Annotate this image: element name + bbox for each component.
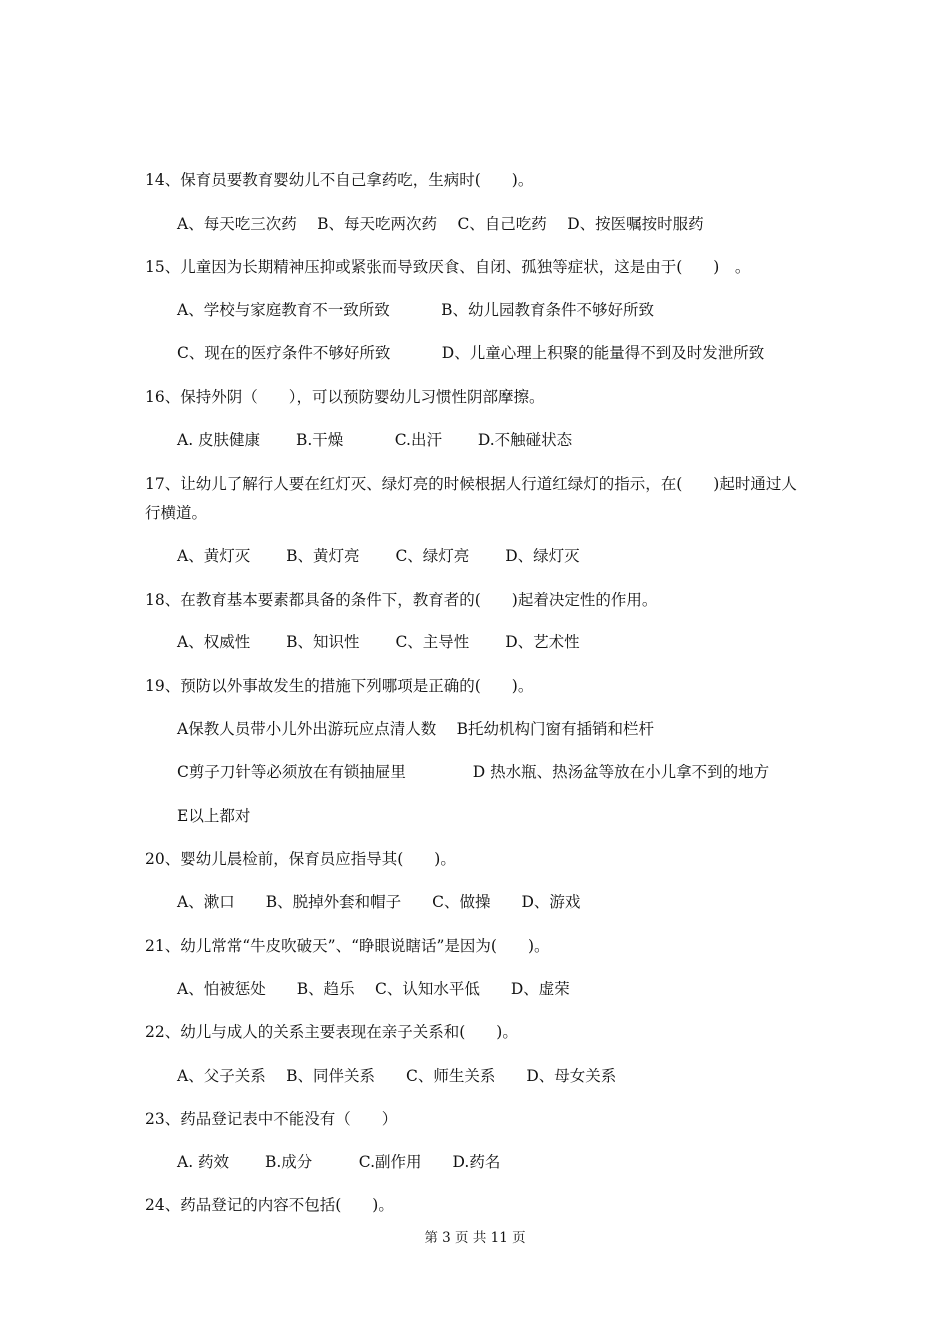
question-19: 19、预防以外事故发生的措施下列哪项是正确的( )。 — [145, 677, 534, 695]
question-23-options: A. 药效 B.成分 C.副作用 D.药名 — [177, 1153, 501, 1171]
page-footer: 第 3 页 共 11 页 — [424, 1230, 526, 1246]
question-18: 18、在教育基本要素都具备的条件下，教育者的( )起着决定性的作用。 — [145, 591, 658, 609]
question-19-options-2: C剪子刀针等必须放在有锁抽屉里 D 热水瓶、热汤盆等放在小儿拿不到的地方 — [177, 763, 770, 781]
question-16: 16、保持外阴（ ），可以预防婴幼儿习惯性阴部摩擦。 — [145, 388, 545, 406]
question-14: 14、保育员要教育婴幼儿不自己拿药吃，生病时( )。 — [145, 171, 534, 189]
question-14-options: A、每天吃三次药 B、每天吃两次药 C、自己吃药 D、按医嘱按时服药 — [177, 215, 704, 233]
question-20-options: A、漱口 B、脱掉外套和帽子 C、做操 D、游戏 — [177, 893, 581, 911]
question-17: 17、让幼儿了解行人要在红灯灭、绿灯亮的时候根据人行道红绿灯的指示，在( )起时通过人行横道。 — [145, 475, 797, 522]
question-19-options-3: E以上都对 — [177, 807, 251, 825]
question-24: 24、药品登记的内容不包括( )。 — [145, 1196, 394, 1214]
question-15: 15、儿童因为长期精神压抑或紧张而导致厌食、自闭、孤独等症状，这是由于( ) 。 — [145, 258, 751, 276]
question-22-options: A、父子关系 B、同伴关系 C、师生关系 D、母女关系 — [177, 1067, 617, 1085]
question-23: 23、药品登记表中不能没有（ ） — [145, 1110, 398, 1128]
question-21-options: A、怕被惩处 B、趋乐 C、认知水平低 D、虚荣 — [177, 980, 570, 998]
question-15-options-1: A、学校与家庭教育不一致所致 B、幼儿园教育条件不够好所致 — [177, 301, 655, 319]
question-16-options: A. 皮肤健康 B.干燥 C.出汗 D.不触碰状态 — [177, 431, 573, 449]
question-22: 22、幼儿与成人的关系主要表现在亲子关系和( )。 — [145, 1023, 518, 1041]
question-20: 20、婴幼儿晨检前，保育员应指导其( )。 — [145, 850, 456, 868]
question-18-options: A、权威性 B、知识性 C、主导性 D、艺术性 — [177, 633, 580, 651]
question-17-options: A、黄灯灭 B、黄灯亮 C、绿灯亮 D、绿灯灭 — [177, 547, 580, 565]
question-15-options-2: C、现在的医疗条件不够好所致 D、儿童心理上积聚的能量得不到及时发泄所致 — [177, 344, 765, 362]
question-19-options-1: A保教人员带小儿外出游玩应点清人数 B托幼机构门窗有插销和栏杆 — [177, 720, 655, 738]
question-21: 21、幼儿常常“牛皮吹破天”、“睁眼说瞎话”是因为( )。 — [145, 937, 550, 955]
